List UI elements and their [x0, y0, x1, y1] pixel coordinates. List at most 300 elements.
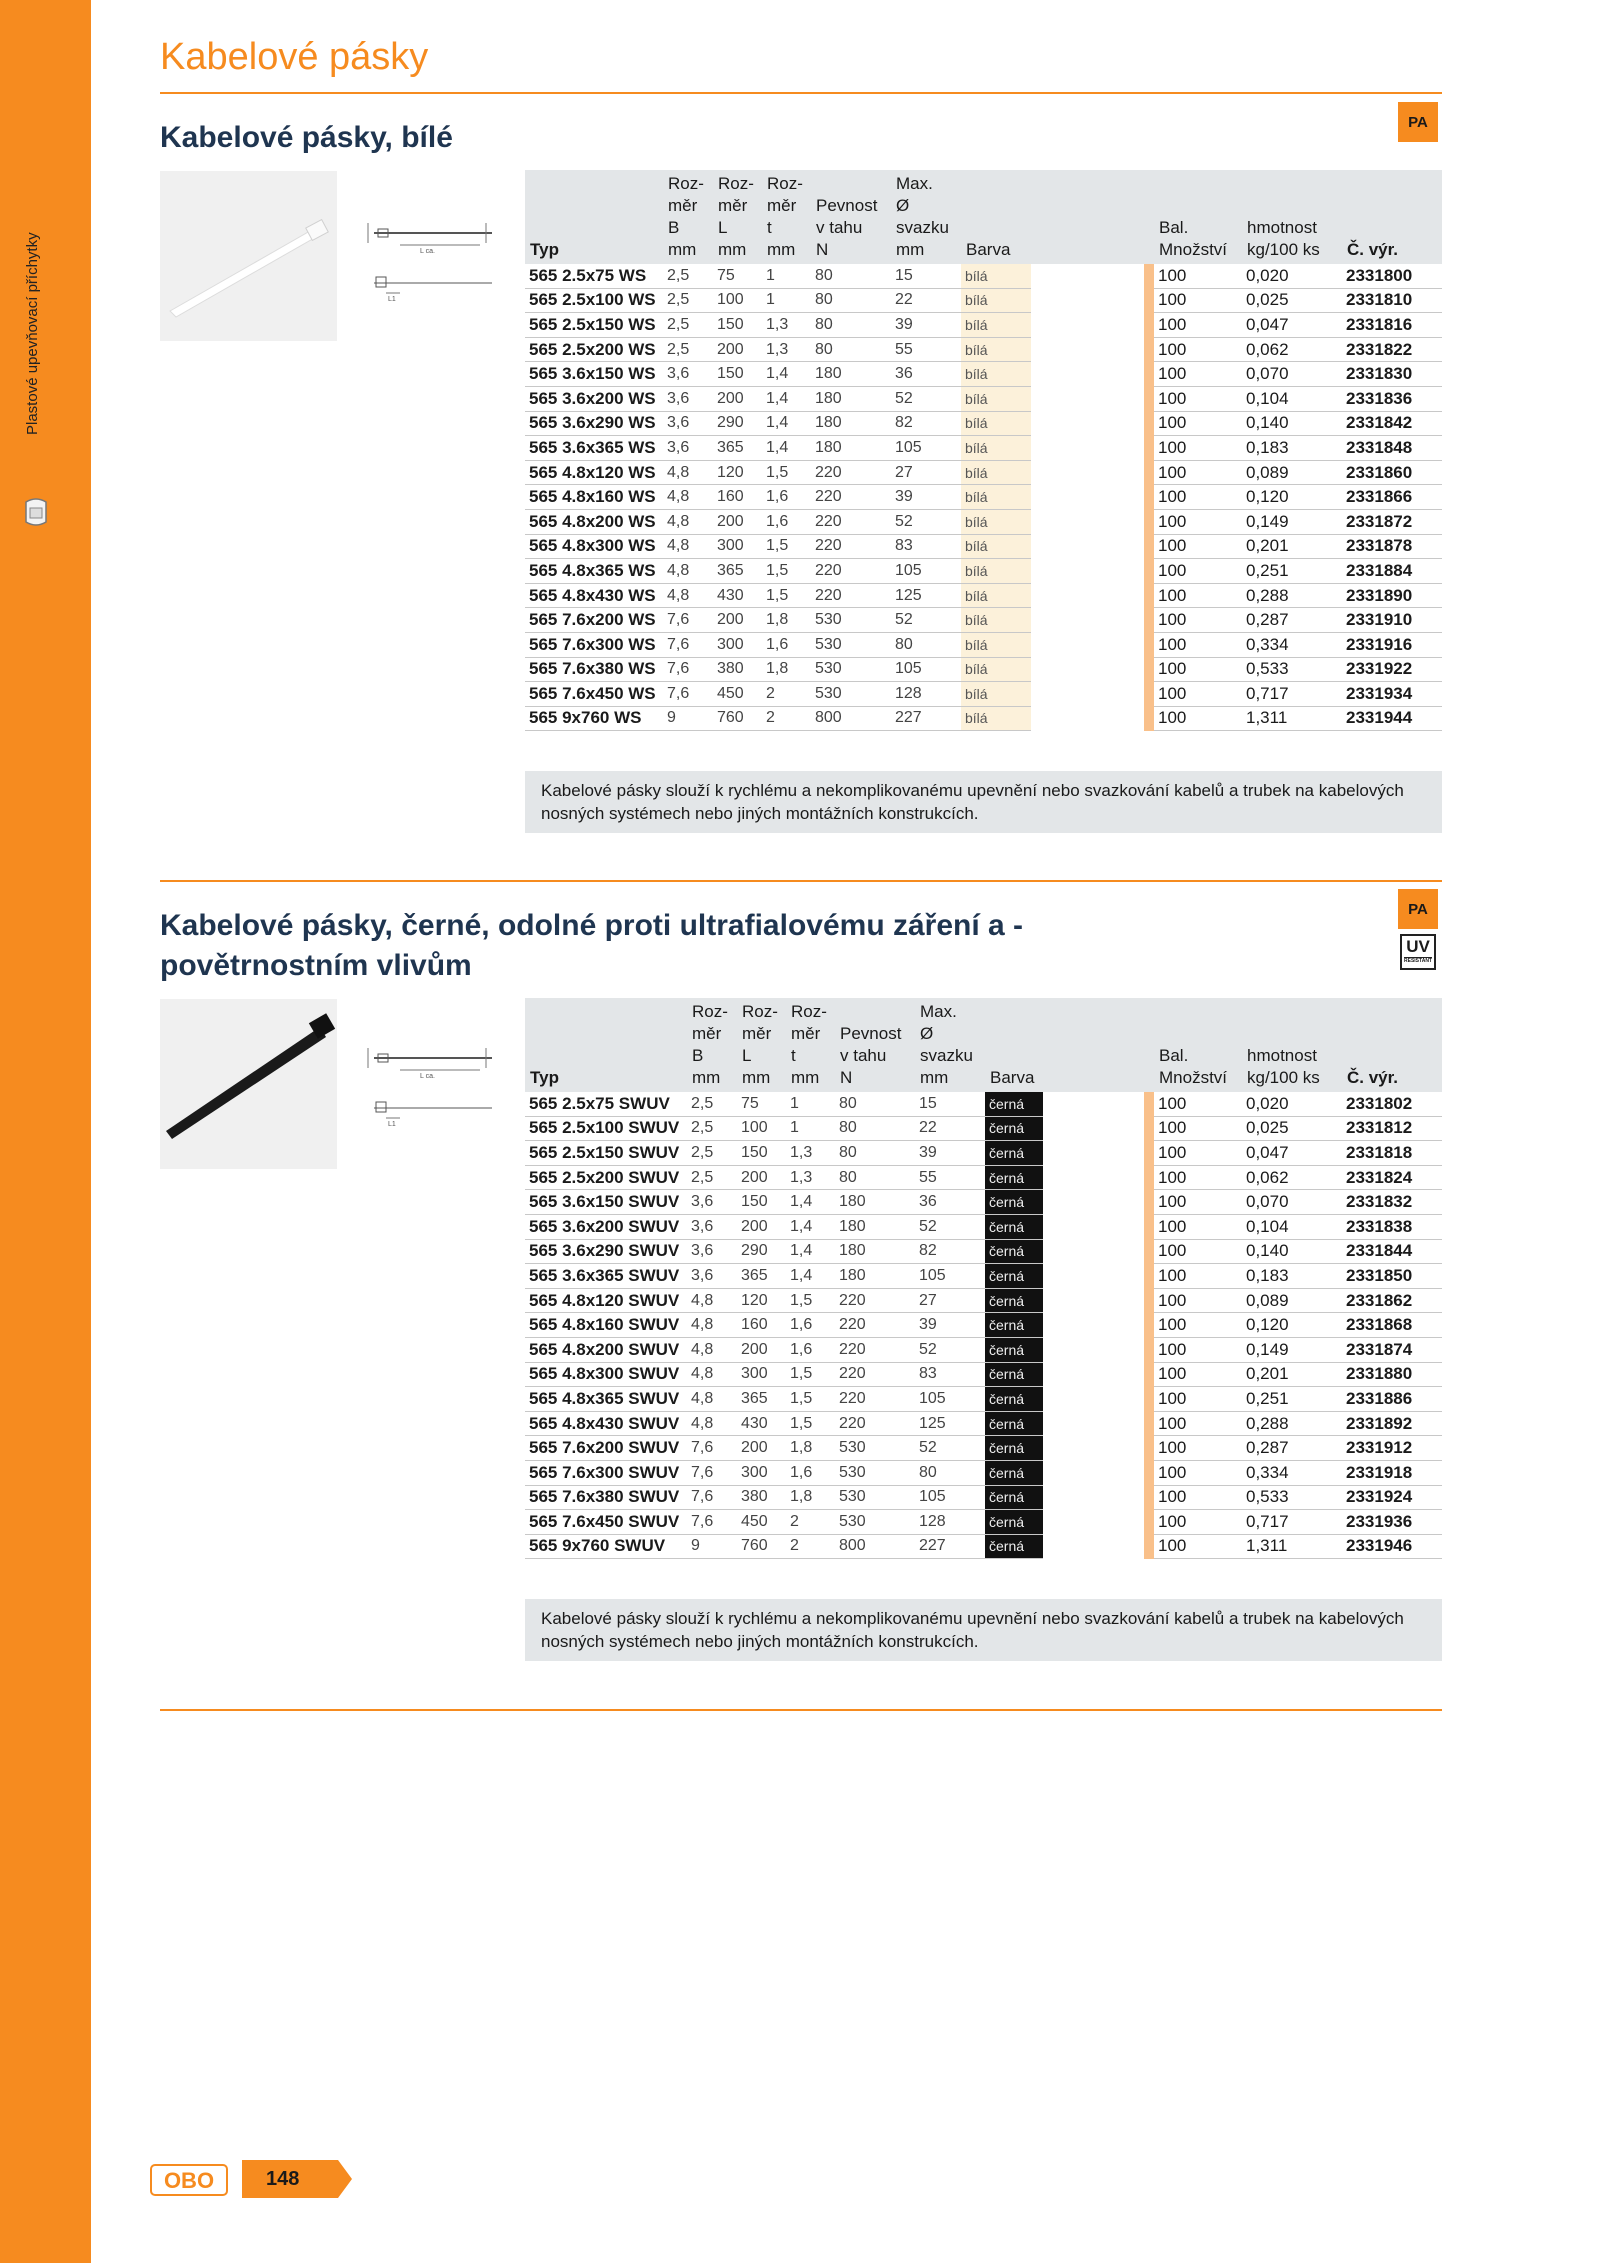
cell-spacer [1043, 1534, 1144, 1559]
cell-max-svazek: 39 [891, 485, 961, 510]
table-header [525, 998, 1442, 1092]
cell-cislo: 2331860 [1342, 460, 1442, 485]
cell-max-svazek: 15 [891, 264, 961, 288]
cell-rozmer-b: 3,6 [663, 436, 713, 461]
cell-spacer [1031, 337, 1144, 362]
cell-cislo: 2331802 [1342, 1092, 1442, 1116]
cell-max-svazek: 83 [915, 1362, 985, 1387]
cell-barva: bílá [961, 583, 1031, 608]
cell-accent [1144, 608, 1154, 633]
cell-pevnost: 530 [835, 1436, 915, 1461]
uv-resistant-badge [1400, 934, 1436, 970]
cell-spacer [1043, 1436, 1144, 1461]
cell-rozmer-b: 2,5 [687, 1141, 737, 1166]
cell-rozmer-l: 150 [737, 1141, 786, 1166]
cell-cislo: 2331872 [1342, 509, 1442, 534]
section-2-title [160, 906, 1023, 986]
cell-accent [1144, 1165, 1154, 1190]
cell-typ: 565 4.8x365 SWUV [525, 1387, 687, 1412]
cell-rozmer-l: 380 [737, 1485, 786, 1510]
cell-cislo: 2331946 [1342, 1534, 1442, 1559]
cell-barva: bílá [961, 485, 1031, 510]
cell-max-svazek: 36 [891, 362, 961, 387]
cell-rozmer-t: 1,3 [786, 1165, 835, 1190]
cell-spacer [1031, 706, 1144, 731]
cell-rozmer-b: 7,6 [687, 1460, 737, 1485]
table-row [525, 559, 1442, 584]
cell-typ: 565 7.6x450 WS [525, 682, 663, 707]
cell-cislo: 2331830 [1342, 362, 1442, 387]
table-row [525, 1337, 1442, 1362]
cell-max-svazek: 105 [891, 559, 961, 584]
cell-rozmer-t: 1 [786, 1116, 835, 1141]
cell-spacer [1043, 1510, 1144, 1535]
cell-baleni: 100 [1154, 509, 1242, 534]
cell-baleni: 100 [1154, 1264, 1242, 1289]
cell-barva: bílá [961, 534, 1031, 559]
uv-badge-sub: RESISTANT [1404, 958, 1432, 964]
cell-rozmer-b: 3,6 [663, 386, 713, 411]
table-row [525, 1092, 1442, 1116]
cell-pevnost: 80 [835, 1116, 915, 1141]
cell-accent [1144, 1534, 1154, 1559]
cell-max-svazek: 125 [891, 583, 961, 608]
product-photo-white [160, 171, 337, 341]
cell-baleni: 100 [1154, 386, 1242, 411]
cell-typ: 565 7.6x300 WS [525, 632, 663, 657]
cell-accent [1144, 1288, 1154, 1313]
cell-rozmer-b: 4,8 [687, 1313, 737, 1338]
cell-cislo: 2331878 [1342, 534, 1442, 559]
cell-typ: 565 3.6x365 WS [525, 436, 663, 461]
table-row [525, 1264, 1442, 1289]
cell-rozmer-t: 1,6 [762, 509, 811, 534]
cell-pevnost: 220 [811, 534, 891, 559]
cell-rozmer-l: 290 [737, 1239, 786, 1264]
cell-rozmer-l: 300 [737, 1460, 786, 1485]
cell-accent [1144, 1092, 1154, 1116]
cell-baleni: 100 [1154, 1092, 1242, 1116]
cell-rozmer-t: 1 [762, 264, 811, 288]
cell-rozmer-t: 1,3 [762, 337, 811, 362]
cell-accent [1144, 362, 1154, 387]
cell-barva: černá [985, 1264, 1043, 1289]
cell-max-svazek: 227 [915, 1534, 985, 1559]
col-baleni: Bal. Množství [1154, 998, 1242, 1092]
cell-rozmer-b: 4,8 [663, 460, 713, 485]
cell-cislo: 2331848 [1342, 436, 1442, 461]
cell-rozmer-l: 120 [713, 460, 762, 485]
cell-rozmer-l: 430 [737, 1411, 786, 1436]
cell-typ: 565 2.5x100 SWUV [525, 1116, 687, 1141]
table-row [525, 337, 1442, 362]
cell-accent [1144, 1190, 1154, 1215]
cell-rozmer-b: 3,6 [663, 362, 713, 387]
cell-pevnost: 530 [811, 657, 891, 682]
cell-hmotnost: 0,251 [1242, 559, 1342, 584]
cell-baleni: 100 [1154, 632, 1242, 657]
cell-spacer [1043, 1313, 1144, 1338]
cell-typ: 565 2.5x75 WS [525, 264, 663, 288]
table-row [525, 1214, 1442, 1239]
cell-rozmer-t: 1,4 [762, 411, 811, 436]
cell-cislo: 2331880 [1342, 1362, 1442, 1387]
cell-cislo: 2331836 [1342, 386, 1442, 411]
cell-spacer [1043, 1190, 1144, 1215]
cell-typ: 565 4.8x120 WS [525, 460, 663, 485]
cell-barva: černá [985, 1190, 1043, 1215]
cell-barva: bílá [961, 411, 1031, 436]
cell-accent [1144, 1337, 1154, 1362]
cell-spacer [1043, 1165, 1144, 1190]
cell-rozmer-t: 1,4 [762, 386, 811, 411]
cell-pevnost: 80 [811, 264, 891, 288]
cell-pevnost: 180 [835, 1264, 915, 1289]
page-title: Kabelové pásky [160, 36, 429, 78]
cell-baleni: 100 [1154, 460, 1242, 485]
cell-rozmer-b: 7,6 [687, 1485, 737, 1510]
cell-rozmer-b: 3,6 [687, 1264, 737, 1289]
cell-rozmer-t: 1,8 [762, 608, 811, 633]
cell-cislo: 2331892 [1342, 1411, 1442, 1436]
cell-spacer [1031, 583, 1144, 608]
cell-accent [1144, 1436, 1154, 1461]
cell-barva: černá [985, 1288, 1043, 1313]
cell-rozmer-l: 120 [737, 1288, 786, 1313]
cell-rozmer-l: 100 [737, 1116, 786, 1141]
obo-logo-icon [150, 2164, 228, 2196]
cell-pevnost: 180 [811, 411, 891, 436]
cell-spacer [1043, 1337, 1144, 1362]
section-2-title-line2: povětrnostním vlivům [160, 949, 472, 982]
table-row [525, 657, 1442, 682]
table-body [525, 1092, 1442, 1559]
cell-rozmer-b: 4,8 [687, 1362, 737, 1387]
cell-rozmer-l: 200 [737, 1337, 786, 1362]
cell-barva: bílá [961, 386, 1031, 411]
cell-pevnost: 80 [811, 288, 891, 313]
cell-max-svazek: 82 [891, 411, 961, 436]
cell-hmotnost: 0,717 [1242, 682, 1342, 707]
cell-rozmer-b: 7,6 [663, 657, 713, 682]
cell-typ: 565 4.8x160 SWUV [525, 1313, 687, 1338]
cell-baleni: 100 [1154, 1387, 1242, 1412]
section-1-note: Kabelové pásky slouží k rychlému a nekomplikovanému upevnění nebo svazkování kabelů a trubek na kabelových nosných systémech nebo jiných montážních konstrukcích. [525, 771, 1442, 833]
cell-hmotnost: 0,047 [1242, 313, 1342, 338]
cell-max-svazek: 82 [915, 1239, 985, 1264]
col-rozmer-t: Roz- měr t mm [762, 170, 811, 264]
cell-rozmer-l: 150 [713, 362, 762, 387]
dimension-drawing [360, 205, 500, 325]
col-rozmer-l: Roz- měr L mm [737, 998, 786, 1092]
cell-max-svazek: 105 [915, 1387, 985, 1412]
cell-pevnost: 180 [835, 1190, 915, 1215]
cell-hmotnost: 0,183 [1242, 1264, 1342, 1289]
side-bar [0, 0, 91, 2263]
cell-max-svazek: 128 [891, 682, 961, 707]
cell-max-svazek: 83 [891, 534, 961, 559]
cell-pevnost: 180 [811, 386, 891, 411]
page-number: 148 [266, 2168, 300, 2190]
cell-baleni: 100 [1154, 264, 1242, 288]
col-pevnost: Pevnost v tahu N [811, 170, 891, 264]
divider-top [160, 92, 1442, 94]
cell-barva: bílá [961, 436, 1031, 461]
cell-cislo: 2331832 [1342, 1190, 1442, 1215]
cell-rozmer-t: 1,5 [762, 460, 811, 485]
cell-max-svazek: 22 [891, 288, 961, 313]
cell-accent [1144, 1239, 1154, 1264]
cell-hmotnost: 0,104 [1242, 386, 1342, 411]
cell-baleni: 100 [1154, 1411, 1242, 1436]
cell-max-svazek: 52 [915, 1436, 985, 1461]
cell-baleni: 100 [1154, 485, 1242, 510]
cell-rozmer-l: 365 [737, 1387, 786, 1412]
cell-hmotnost: 0,062 [1242, 1165, 1342, 1190]
cell-rozmer-l: 760 [737, 1534, 786, 1559]
product-table-black [525, 998, 1442, 1559]
cell-barva: bílá [961, 460, 1031, 485]
cell-rozmer-l: 200 [737, 1165, 786, 1190]
cell-cislo: 2331874 [1342, 1337, 1442, 1362]
cell-rozmer-t: 1,4 [762, 436, 811, 461]
cell-barva: černá [985, 1460, 1043, 1485]
cell-rozmer-t: 1,3 [762, 313, 811, 338]
cell-rozmer-b: 2,5 [663, 337, 713, 362]
table-row [525, 1411, 1442, 1436]
cell-rozmer-t: 1 [762, 288, 811, 313]
cell-rozmer-l: 365 [737, 1264, 786, 1289]
cell-typ: 565 7.6x380 SWUV [525, 1485, 687, 1510]
cell-max-svazek: 55 [891, 337, 961, 362]
table-row [525, 1288, 1442, 1313]
black-cable-tie-image [160, 999, 337, 1169]
cell-hmotnost: 0,140 [1242, 1239, 1342, 1264]
cell-rozmer-t: 1,4 [786, 1190, 835, 1215]
dimension-drawing-2 [360, 1030, 500, 1150]
cell-barva: černá [985, 1116, 1043, 1141]
cell-pevnost: 530 [835, 1485, 915, 1510]
cell-pevnost: 530 [835, 1510, 915, 1535]
cell-max-svazek: 105 [891, 436, 961, 461]
cell-rozmer-b: 4,8 [663, 534, 713, 559]
cell-barva: bílá [961, 706, 1031, 731]
cell-spacer [1031, 608, 1144, 633]
cell-rozmer-t: 1,5 [762, 534, 811, 559]
cell-accent [1144, 264, 1154, 288]
cell-rozmer-b: 2,5 [687, 1165, 737, 1190]
page-number-tab [242, 2160, 352, 2198]
pa-badge-2: PA [1398, 889, 1438, 929]
cell-accent [1144, 1485, 1154, 1510]
cell-pevnost: 800 [811, 706, 891, 731]
cell-rozmer-t: 1,4 [762, 362, 811, 387]
cell-hmotnost: 0,104 [1242, 1214, 1342, 1239]
cell-max-svazek: 52 [915, 1337, 985, 1362]
cell-cislo: 2331924 [1342, 1485, 1442, 1510]
cell-rozmer-l: 200 [713, 509, 762, 534]
cell-cislo: 2331866 [1342, 485, 1442, 510]
cell-max-svazek: 52 [891, 386, 961, 411]
cell-hmotnost: 0,201 [1242, 1362, 1342, 1387]
cell-rozmer-t: 1,4 [786, 1239, 835, 1264]
cell-typ: 565 4.8x200 SWUV [525, 1337, 687, 1362]
cell-typ: 565 4.8x365 WS [525, 559, 663, 584]
cell-typ: 565 7.6x450 SWUV [525, 1510, 687, 1535]
cell-max-svazek: 105 [915, 1485, 985, 1510]
cell-spacer [1043, 1288, 1144, 1313]
table-row [525, 411, 1442, 436]
cell-pevnost: 180 [811, 436, 891, 461]
cell-accent [1144, 1214, 1154, 1239]
cell-rozmer-l: 200 [713, 608, 762, 633]
cell-spacer [1043, 1387, 1144, 1412]
side-label: Plastové upevňovací příchytky [24, 232, 41, 435]
cell-rozmer-l: 200 [737, 1214, 786, 1239]
cell-spacer [1043, 1239, 1144, 1264]
cell-hmotnost: 0,140 [1242, 411, 1342, 436]
cell-baleni: 100 [1154, 1288, 1242, 1313]
table-row [525, 386, 1442, 411]
cell-typ: 565 4.8x160 WS [525, 485, 663, 510]
cell-spacer [1043, 1116, 1144, 1141]
cell-barva: bílá [961, 337, 1031, 362]
cell-rozmer-l: 200 [737, 1436, 786, 1461]
cell-hmotnost: 0,120 [1242, 485, 1342, 510]
cell-max-svazek: 22 [915, 1116, 985, 1141]
cell-pevnost: 220 [835, 1362, 915, 1387]
cell-accent [1144, 1264, 1154, 1289]
cell-barva: bílá [961, 632, 1031, 657]
cell-rozmer-t: 1,3 [786, 1141, 835, 1166]
cell-spacer [1031, 288, 1144, 313]
cell-rozmer-l: 75 [713, 264, 762, 288]
table-row [525, 288, 1442, 313]
cell-rozmer-l: 450 [713, 682, 762, 707]
table-row [525, 1116, 1442, 1141]
cell-rozmer-l: 450 [737, 1510, 786, 1535]
cell-spacer [1031, 386, 1144, 411]
cell-baleni: 100 [1154, 313, 1242, 338]
uv-badge-label: UV [1406, 937, 1430, 956]
cell-rozmer-b: 4,8 [687, 1337, 737, 1362]
cell-cislo: 2331934 [1342, 682, 1442, 707]
cell-cislo: 2331884 [1342, 559, 1442, 584]
cell-accent [1144, 1313, 1154, 1338]
cell-cislo: 2331936 [1342, 1510, 1442, 1535]
svg-text:L ca.: L ca. [420, 248, 435, 255]
cell-rozmer-t: 1,4 [786, 1214, 835, 1239]
cell-hmotnost: 0,334 [1242, 632, 1342, 657]
cell-pevnost: 220 [835, 1288, 915, 1313]
cell-baleni: 100 [1154, 1485, 1242, 1510]
cell-baleni: 100 [1154, 534, 1242, 559]
cell-rozmer-t: 1,5 [786, 1411, 835, 1436]
cell-hmotnost: 0,717 [1242, 1510, 1342, 1535]
cell-cislo: 2331824 [1342, 1165, 1442, 1190]
col-rozmer-l: Roz- měr L mm [713, 170, 762, 264]
cell-spacer [1031, 362, 1144, 387]
cell-rozmer-t: 1,5 [786, 1288, 835, 1313]
cell-typ: 565 4.8x300 SWUV [525, 1362, 687, 1387]
cell-barva: černá [985, 1165, 1043, 1190]
cell-typ: 565 3.6x150 WS [525, 362, 663, 387]
cell-max-svazek: 128 [915, 1510, 985, 1535]
cell-hmotnost: 0,120 [1242, 1313, 1342, 1338]
cell-baleni: 100 [1154, 1362, 1242, 1387]
cell-rozmer-l: 300 [713, 534, 762, 559]
cell-hmotnost: 1,311 [1242, 1534, 1342, 1559]
cell-barva: černá [985, 1214, 1043, 1239]
cell-spacer [1031, 436, 1144, 461]
cell-pevnost: 180 [835, 1214, 915, 1239]
cell-cislo: 2331922 [1342, 657, 1442, 682]
cell-baleni: 100 [1154, 1436, 1242, 1461]
cell-accent [1144, 337, 1154, 362]
cell-cislo: 2331918 [1342, 1460, 1442, 1485]
cell-typ: 565 7.6x300 SWUV [525, 1460, 687, 1485]
cell-pevnost: 80 [811, 337, 891, 362]
cell-pevnost: 180 [835, 1239, 915, 1264]
cell-spacer [1031, 534, 1144, 559]
cell-barva: černá [985, 1337, 1043, 1362]
table-row [525, 1190, 1442, 1215]
table-row [525, 485, 1442, 510]
cell-rozmer-t: 1,6 [786, 1313, 835, 1338]
cell-cislo: 2331816 [1342, 313, 1442, 338]
cell-pevnost: 530 [811, 682, 891, 707]
cell-cislo: 2331818 [1342, 1141, 1442, 1166]
cell-cislo: 2331800 [1342, 264, 1442, 288]
cell-rozmer-t: 1,8 [786, 1485, 835, 1510]
cell-rozmer-b: 7,6 [663, 682, 713, 707]
cell-max-svazek: 105 [891, 657, 961, 682]
cell-rozmer-b: 4,8 [687, 1288, 737, 1313]
cell-pevnost: 220 [811, 583, 891, 608]
cell-hmotnost: 0,183 [1242, 436, 1342, 461]
cell-typ: 565 4.8x200 WS [525, 509, 663, 534]
cell-max-svazek: 39 [915, 1141, 985, 1166]
cell-rozmer-l: 760 [713, 706, 762, 731]
cell-accent [1144, 1141, 1154, 1166]
cell-hmotnost: 1,311 [1242, 706, 1342, 731]
cell-rozmer-l: 430 [713, 583, 762, 608]
table-body [525, 264, 1442, 731]
cell-rozmer-t: 1,5 [762, 559, 811, 584]
cell-max-svazek: 15 [915, 1092, 985, 1116]
cell-max-svazek: 105 [915, 1264, 985, 1289]
cell-spacer [1043, 1264, 1144, 1289]
cell-pevnost: 80 [835, 1141, 915, 1166]
cell-hmotnost: 0,288 [1242, 583, 1342, 608]
cell-typ: 565 3.6x290 WS [525, 411, 663, 436]
cell-rozmer-b: 7,6 [663, 608, 713, 633]
cell-hmotnost: 0,149 [1242, 1337, 1342, 1362]
cell-typ: 565 2.5x150 SWUV [525, 1141, 687, 1166]
cell-barva: bílá [961, 559, 1031, 584]
cell-max-svazek: 27 [891, 460, 961, 485]
cell-rozmer-b: 4,8 [663, 583, 713, 608]
cell-typ: 565 3.6x200 WS [525, 386, 663, 411]
table-row [525, 1141, 1442, 1166]
cell-hmotnost: 0,288 [1242, 1411, 1342, 1436]
cell-baleni: 100 [1154, 362, 1242, 387]
table-row [525, 534, 1442, 559]
table-header [525, 170, 1442, 264]
cell-typ: 565 7.6x380 WS [525, 657, 663, 682]
cell-rozmer-l: 290 [713, 411, 762, 436]
cell-rozmer-t: 1,6 [762, 485, 811, 510]
